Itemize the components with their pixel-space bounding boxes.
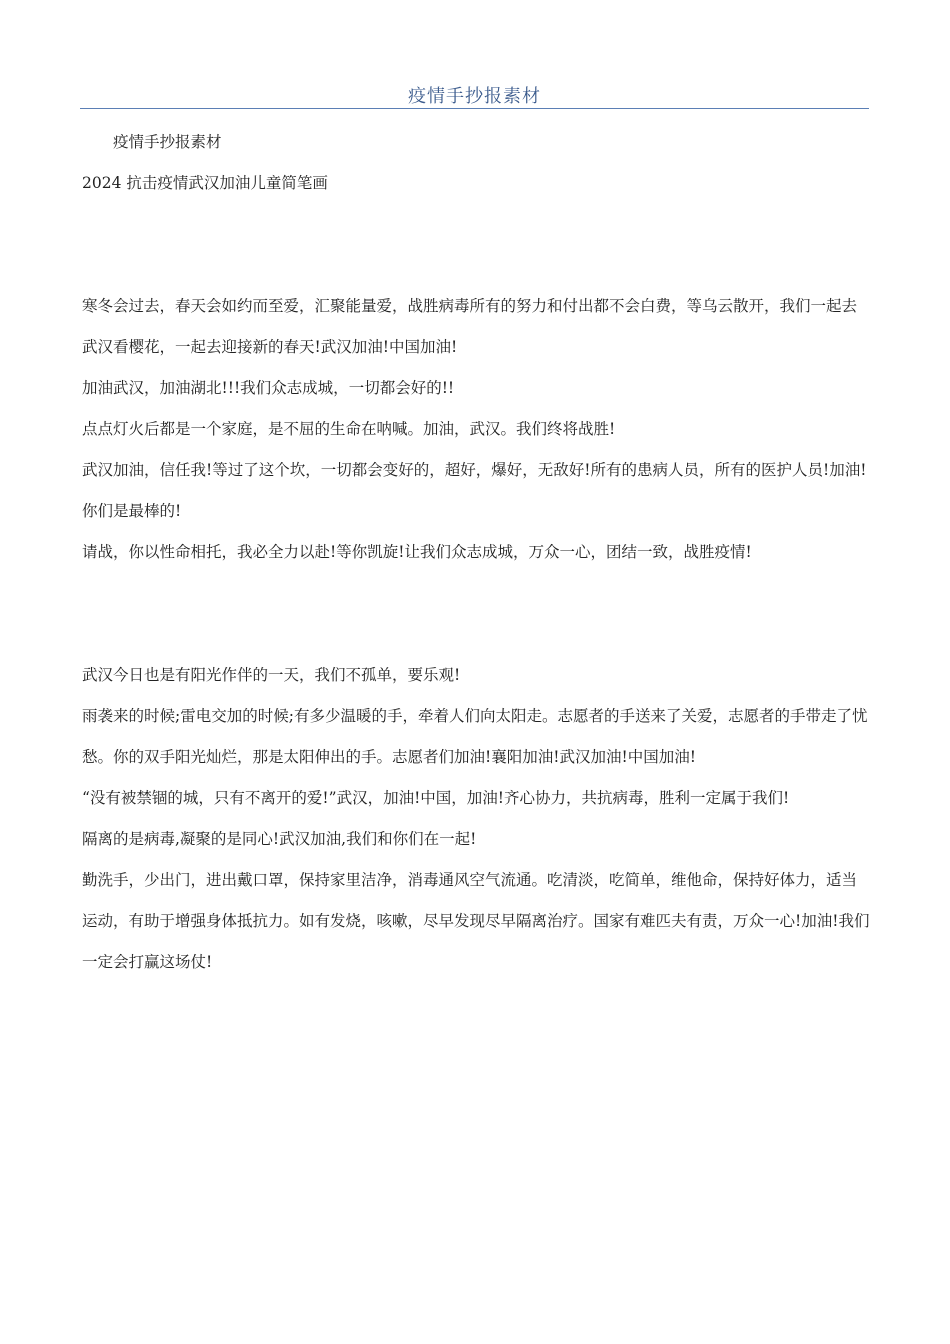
page-header-title: 疫情手抄报素材 xyxy=(408,86,541,107)
document-subtitle: 疫情手抄报素材 xyxy=(113,133,222,151)
image-placeholder-gap xyxy=(82,204,872,286)
paragraph: 隔离的是病毒,凝聚的是同心!武汉加油,我们和你们在一起! xyxy=(82,830,477,848)
document-heading: 2024 抗击疫情武汉加油儿童简笔画 xyxy=(82,174,328,192)
paragraph: 武汉加油，信任我!等过了这个坎，一切都会变好的，超好，爆好，无敌好!所有的患病人员，所有的医护人员!加油!你们是最棒的! xyxy=(82,461,867,520)
paragraph: “没有被禁锢的城，只有不离开的爱!”武汉，加油!中国，加油!齐心协力，共抗病毒，胜利一定属于我们! xyxy=(82,789,790,807)
paragraph: 雨袭来的时候;雷电交加的时候;有多少温暖的手，牵着人们向太阳走。志愿者的手送来了关爱，志愿者的手带走了忧愁。你的双手阳光灿烂，那是太阳伸出的手。志愿者们加油!襄阳加油!武汉加油!中国加油! xyxy=(82,707,868,766)
paragraph: 勤洗手，少出门，进出戴口罩，保持家里洁净，消毒通风空气流通。吃清淡，吃简单，维他命，保持好体力，适当运动，有助于增强身体抵抗力。如有发烧，咳嗽，尽早发现尽早隔离治疗。国家有难匹夫有责，万众一心!加油!我们一定会打赢这场仗! xyxy=(82,871,870,971)
header-divider xyxy=(80,108,869,109)
document-body xyxy=(82,122,872,983)
paragraph: 点点灯火后都是一个家庭，是不屈的生命在呐喊。加油，武汉。我们终将战胜! xyxy=(82,420,616,438)
paragraph: 请战，你以性命相托，我必全力以赴!等你凯旋!让我们众志成城，万众一心，团结一致，战胜疫情! xyxy=(82,543,752,561)
paragraph: 加油武汉，加油湖北!!!我们众志成城，一切都会好的!! xyxy=(82,379,455,397)
paragraph: 寒冬会过去，春天会如约而至爱，汇聚能量爱，战胜病毒所有的努力和付出都不会白费，等乌云散开，我们一起去武汉看樱花，一起去迎接新的春天!武汉加油!中国加油! xyxy=(82,297,858,356)
section-gap xyxy=(82,573,872,655)
paragraph: 武汉今日也是有阳光作伴的一天，我们不孤单，要乐观! xyxy=(82,666,461,684)
